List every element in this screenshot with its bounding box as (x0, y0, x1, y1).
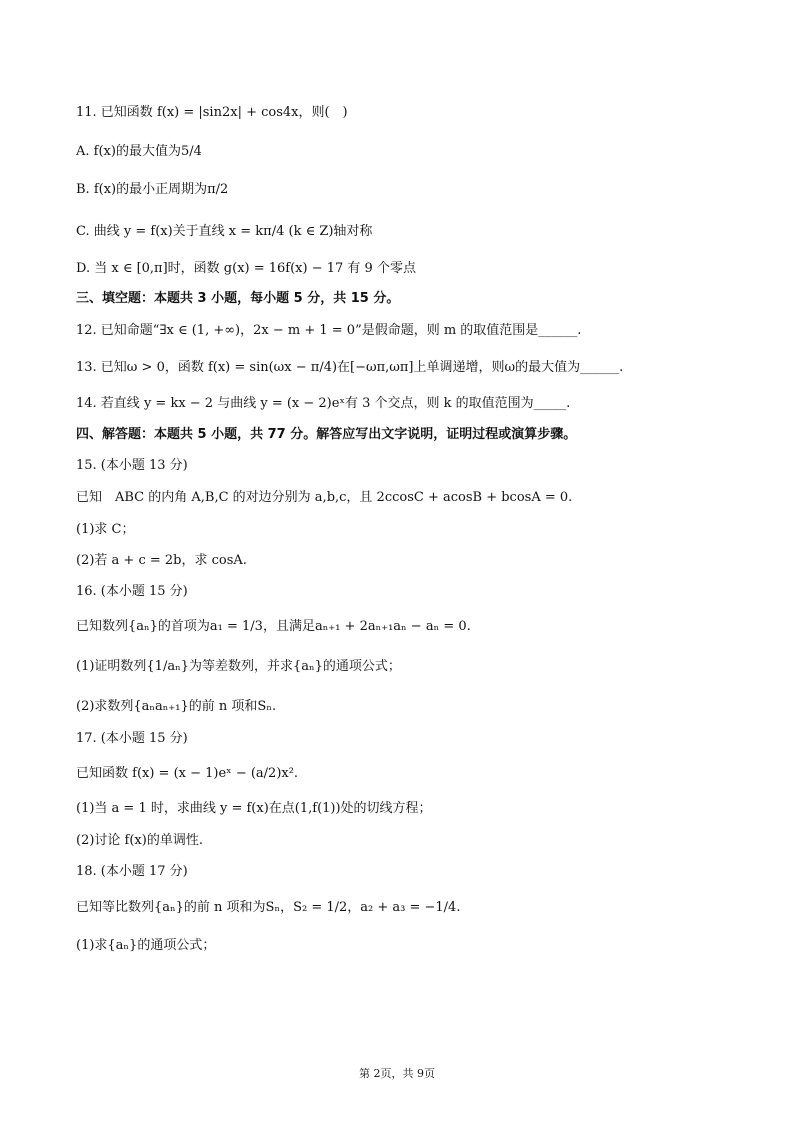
option-11b: B. f(x)的最小正周期为π/2 (76, 182, 229, 197)
section-heading-fill-in: 三、填空题：本题共 3 小题，每小题 5 分，共 15 分。 (76, 291, 400, 306)
question-15-part1: (1)求 C； (76, 522, 135, 537)
question-17-title: 17. (本小题 15 分) (76, 731, 188, 746)
question-15-body: 已知 ABC 的内角 A,B,C 的对边分别为 a,b,c，且 2ccosC + acosB + bcosA = 0. (76, 490, 573, 505)
question-14: 14. 若直线 y = kx − 2 与曲线 y = (x − 2)eˣ有 3 个交点，则 k 的取值范围为_____. (76, 396, 571, 411)
question-16-body: 已知数列{aₙ}的首项为a₁ = 1/3，且满足aₙ₊₁ + 2aₙ₊₁aₙ − aₙ = 0. (76, 619, 471, 634)
section-heading-answers: 四、解答题：本题共 5 小题，共 77 分。解答应写出文字说明，证明过程或演算步骤。 (76, 427, 577, 442)
question-11: 11. 已知函数 f(x) = |sin2x| + cos4x，则( ) (76, 105, 348, 120)
question-16-part1: (1)证明数列{1/aₙ}为等差数列，并求{aₙ}的通项公式； (76, 659, 401, 674)
option-11d: D. 当 x ∈ [0,π]时，函数 g(x) = 16f(x) − 17 有 9 个零点 (76, 261, 416, 276)
question-16-title: 16. (本小题 15 分) (76, 584, 188, 599)
question-18-title: 18. (本小题 17 分) (76, 864, 188, 879)
question-13: 13. 已知ω > 0，函数 f(x) = sin(ωx − π/4)在[−ωπ,ωπ]上单调递增，则ω的最大值为______. (76, 360, 624, 375)
question-17-body: 已知函数 f(x) = (x − 1)eˣ − (a/2)x². (76, 766, 299, 781)
question-18-part1: (1)求{aₙ}的通项公式； (76, 938, 216, 953)
option-11c: C. 曲线 y = f(x)关于直线 x = kπ/4 (k ∈ Z)轴对称 (76, 224, 373, 239)
question-18-body: 已知等比数列{aₙ}的前 n 项和为Sₙ，S₂ = 1/2，a₂ + a₃ = −1/4. (76, 900, 461, 915)
question-12: 12. 已知命题“∃x ∈ (1, +∞)，2x − m + 1 = 0”是假命题，则 m 的取值范围是______. (76, 323, 582, 338)
question-17-part2: (2)讨论 f(x)的单调性. (76, 833, 203, 848)
question-15-part2: (2)若 a + c = 2b，求 cosA. (76, 553, 247, 568)
option-11a: A. f(x)的最大值为5/4 (76, 144, 202, 159)
question-17-part1: (1)当 a = 1 时，求曲线 y = f(x)在点(1,f(1))处的切线方程； (76, 801, 432, 816)
page-footer: 第 2页，共 9页 (359, 1067, 435, 1080)
question-15-title: 15. (本小题 13 分) (76, 458, 188, 473)
question-16-part2: (2)求数列{aₙaₙ₊₁}的前 n 项和Sₙ. (76, 699, 277, 714)
